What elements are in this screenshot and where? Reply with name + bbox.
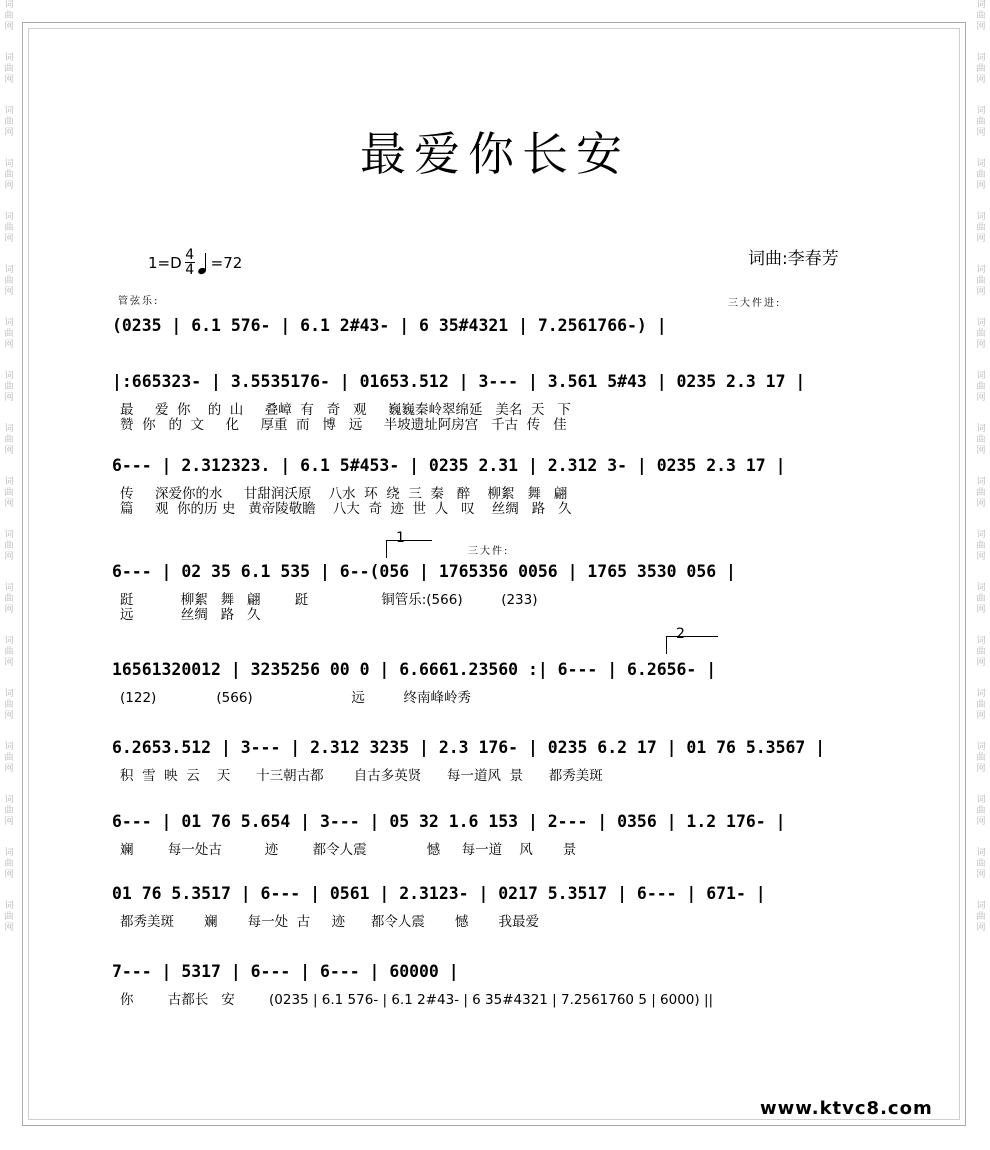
watermark-char: 网 — [4, 128, 14, 138]
lyric-line: 最 爱 你 的 山 叠嶂 有 奇 观 巍巍秦岭翠绵延 美名 天 下 — [120, 402, 571, 418]
watermark-char: 曲 — [976, 276, 986, 286]
watermark-group — [976, 583, 985, 616]
watermark-char: 曲 — [4, 806, 14, 816]
watermark-char: 网 — [976, 234, 986, 244]
watermark-char: 曲 — [4, 488, 14, 498]
tempo: =72 — [210, 253, 243, 272]
watermark-char: 网 — [976, 22, 986, 32]
watermark-group — [976, 212, 985, 245]
notation-line: (0235 | 6.1 576- | 6.1 2#43- | 6 35#4321 | 7.2561766-) | — [112, 316, 667, 335]
watermark-char: 词 — [4, 583, 14, 593]
watermark-char: 曲 — [4, 912, 14, 922]
watermark-char: 词 — [4, 212, 14, 222]
lyric-line: 积 雪 映 云 天 十三朝古都 自古多英贤 每一道风 景 都秀美斑 — [120, 768, 603, 784]
watermark-group — [976, 424, 985, 457]
watermark-char: 网 — [976, 764, 986, 774]
watermark-char: 曲 — [4, 11, 14, 21]
watermark-char: 网 — [4, 234, 14, 244]
watermark-group — [4, 848, 13, 881]
watermark-group — [976, 901, 985, 934]
watermark-group — [4, 371, 13, 404]
notation-line: 01 76 5.3517 | 6--- | 0561 | 2.3123- | 0217 5.3517 | 6--- | 671- | — [112, 884, 766, 903]
watermark-group — [976, 318, 985, 351]
watermark-group — [4, 53, 13, 86]
watermark-char: 曲 — [976, 859, 986, 869]
watermark-char: 曲 — [4, 276, 14, 286]
first-ending-number: 1 — [396, 530, 405, 546]
watermark-char: 网 — [4, 499, 14, 509]
watermark-char: 词 — [976, 795, 986, 805]
watermark-char: 曲 — [4, 647, 14, 657]
watermark-char: 词 — [976, 106, 986, 116]
song-title: 最爱你长安 — [360, 127, 630, 181]
site-watermark: www.ktvc8.com — [760, 1098, 933, 1119]
watermark-char: 网 — [4, 393, 14, 403]
watermark-group — [4, 901, 13, 934]
watermark-char: 曲 — [976, 647, 986, 657]
watermark-char: 词 — [4, 689, 14, 699]
watermark-char: 词 — [976, 318, 986, 328]
watermark-char: 词 — [4, 742, 14, 752]
watermark-char: 词 — [976, 689, 986, 699]
watermark-char: 曲 — [4, 700, 14, 710]
watermark-char: 曲 — [4, 64, 14, 74]
watermark-group — [4, 636, 13, 669]
watermark-char: 词 — [976, 159, 986, 169]
time-signature — [185, 248, 195, 277]
watermark-char: 曲 — [976, 223, 986, 233]
watermark-char: 词 — [976, 212, 986, 222]
quarter-note-icon — [198, 252, 208, 274]
watermark-group — [976, 53, 985, 86]
lyric-line: 跹 柳絮 舞 翩 跹 铜管乐:(566) (233) — [120, 592, 538, 608]
watermark-group — [976, 742, 985, 775]
watermark-char: 曲 — [976, 488, 986, 498]
watermark-char: 词 — [4, 0, 14, 10]
watermark-group — [976, 265, 985, 298]
watermark-group — [4, 530, 13, 563]
watermark-char: 词 — [976, 530, 986, 540]
watermark-char: 词 — [4, 530, 14, 540]
watermark-char: 网 — [976, 287, 986, 297]
watermark-char: 曲 — [976, 541, 986, 551]
watermark-char: 曲 — [976, 594, 986, 604]
watermark-group — [4, 212, 13, 245]
watermark-char: 词 — [4, 106, 14, 116]
watermark-char: 曲 — [4, 117, 14, 127]
watermark-group — [4, 265, 13, 298]
watermark-char: 网 — [4, 340, 14, 350]
watermark-char: 词 — [4, 795, 14, 805]
watermark-char: 曲 — [4, 329, 14, 339]
watermark-char: 网 — [4, 446, 14, 456]
watermark-char: 词 — [976, 424, 986, 434]
watermark-char: 词 — [4, 53, 14, 63]
lyric-line: 都秀美斑 斓 每一处 古 迹 都令人震 憾 我最爱 — [120, 914, 539, 930]
watermark-group — [4, 318, 13, 351]
notation-line: 6--- | 2.312323. | 6.1 5#453- | 0235 2.31 | 2.312 3- | 0235 2.3 17 | — [112, 456, 786, 475]
watermark-char: 网 — [4, 923, 14, 933]
watermark-group — [4, 424, 13, 457]
watermark-char: 网 — [976, 340, 986, 350]
watermark-char: 词 — [4, 477, 14, 487]
watermark-char: 网 — [4, 22, 14, 32]
watermark-char: 曲 — [4, 859, 14, 869]
watermark-char: 网 — [4, 75, 14, 85]
lyric-line: (122) (566) 远 终南峰岭秀 — [120, 690, 471, 706]
watermark-char: 网 — [4, 287, 14, 297]
watermark-char: 网 — [976, 499, 986, 509]
watermark-char: 网 — [976, 658, 986, 668]
notation-line: 6.2653.512 | 3--- | 2.312 3235 | 2.3 176- | 0235 6.2 17 | 01 76 5.3567 | — [112, 738, 826, 757]
watermark-char: 曲 — [4, 594, 14, 604]
label-sandajian-jin: 三大件进: — [728, 298, 782, 309]
watermark-char: 曲 — [976, 435, 986, 445]
watermark-char: 词 — [976, 583, 986, 593]
key-tonic: 1=D — [148, 253, 182, 272]
watermark-char: 网 — [4, 552, 14, 562]
credits: 词曲:李春芳 — [748, 249, 839, 269]
watermark-char: 网 — [976, 393, 986, 403]
watermark-char: 网 — [976, 552, 986, 562]
watermark-char: 词 — [976, 848, 986, 858]
watermark-char: 曲 — [4, 435, 14, 445]
watermark-group — [4, 477, 13, 510]
watermark-char: 词 — [4, 901, 14, 911]
watermark-char: 网 — [976, 817, 986, 827]
key-signature — [148, 248, 242, 277]
notation-line: 16561320012 | 3235256 00 0 | 6.6661.23560 :| 6--- | 6.2656- | — [112, 660, 717, 679]
watermark-char: 网 — [4, 764, 14, 774]
watermark-group — [976, 636, 985, 669]
watermark-char: 词 — [4, 265, 14, 275]
watermark-group — [4, 0, 13, 33]
lyric-line: 斓 每一处古 迹 都令人震 憾 每一道 风 景 — [120, 842, 577, 858]
label-guanxian: 管弦乐: — [118, 296, 160, 307]
watermark-char: 词 — [976, 901, 986, 911]
watermark-char: 网 — [4, 817, 14, 827]
watermark-group — [4, 742, 13, 775]
notation-line: 7--- | 5317 | 6--- | 6--- | 60000 | — [112, 962, 459, 981]
watermark-char: 网 — [976, 446, 986, 456]
watermark-char: 词 — [4, 318, 14, 328]
watermark-char: 网 — [4, 605, 14, 615]
watermark-char: 词 — [976, 265, 986, 275]
watermark-char: 词 — [4, 848, 14, 858]
watermark-char: 词 — [4, 636, 14, 646]
watermark-group — [976, 477, 985, 510]
watermark-char: 曲 — [976, 170, 986, 180]
watermark-group — [976, 530, 985, 563]
watermark-char: 词 — [4, 159, 14, 169]
watermark-group — [4, 583, 13, 616]
watermark-char: 词 — [4, 371, 14, 381]
watermark-char: 网 — [976, 923, 986, 933]
watermark-char: 词 — [976, 636, 986, 646]
watermark-char: 网 — [4, 870, 14, 880]
watermark-group — [976, 0, 985, 33]
watermark-char: 词 — [976, 53, 986, 63]
watermark-char: 曲 — [4, 170, 14, 180]
watermark-group — [976, 371, 985, 404]
watermark-char: 网 — [4, 181, 14, 191]
lyric-line: 你 古都长 安 (0235 | 6.1 576- | 6.1 2#43- | 6 35#4321 | 7.2561760 5 | 6000) || — [120, 992, 714, 1008]
watermark-char: 网 — [976, 75, 986, 85]
lyric-line: 传 深爱你的水 甘甜润沃原 八水 环 绕 三 秦 醉 柳絮 舞 翩 — [120, 486, 568, 502]
watermark-group — [4, 689, 13, 722]
watermark-char: 曲 — [976, 11, 986, 21]
watermark-group — [976, 848, 985, 881]
watermark-group — [976, 795, 985, 828]
time-bottom: 4 — [185, 262, 195, 278]
lyric-line: 赞 你 的 文 化 厚重 而 博 远 半坡遗址阿房宫 千古 传 佳 — [120, 417, 567, 433]
watermark-char: 词 — [4, 424, 14, 434]
watermark-char: 曲 — [976, 329, 986, 339]
watermark-char: 网 — [976, 128, 986, 138]
watermark-char: 词 — [976, 0, 986, 10]
watermark-char: 词 — [976, 477, 986, 487]
lyric-line: 远 丝绸 路 久 — [120, 607, 261, 623]
notation-line: 6--- | 02 35 6.1 535 | 6--(056 | 1765356 0056 | 1765 3530 056 | — [112, 562, 736, 581]
watermark-char: 网 — [976, 181, 986, 191]
watermark-char: 曲 — [976, 382, 986, 392]
watermark-char: 词 — [976, 742, 986, 752]
watermark-char: 词 — [976, 371, 986, 381]
watermark-char: 曲 — [4, 753, 14, 763]
watermark-char: 网 — [976, 605, 986, 615]
watermark-char: 曲 — [976, 912, 986, 922]
watermark-char: 网 — [4, 658, 14, 668]
watermark-char: 曲 — [4, 382, 14, 392]
watermark-char: 曲 — [976, 117, 986, 127]
label-sandajian: 三大件: — [468, 546, 510, 557]
notation-line: 6--- | 01 76 5.654 | 3--- | 05 32 1.6 153 | 2--- | 0356 | 1.2 176- | — [112, 812, 786, 831]
notation-line: |:665323- | 3.5535176- | 01653.512 | 3--- | 3.561 5#43 | 0235 2.3 17 | — [112, 372, 806, 391]
watermark-group — [4, 795, 13, 828]
lyric-line: 篇 观 你的历 史 黄帝陵敬瞻 八大 奇 迹 世 人 叹 丝绸 路 久 — [120, 501, 572, 517]
second-ending-number: 2 — [676, 626, 685, 642]
watermark-char: 曲 — [4, 541, 14, 551]
watermark-char: 网 — [976, 870, 986, 880]
time-top: 4 — [185, 247, 195, 263]
watermark-char: 曲 — [976, 64, 986, 74]
watermark-char: 网 — [976, 711, 986, 721]
watermark-char: 曲 — [976, 700, 986, 710]
watermark-char: 曲 — [976, 806, 986, 816]
watermark-char: 曲 — [4, 223, 14, 233]
watermark-char: 网 — [4, 711, 14, 721]
watermark-group — [976, 689, 985, 722]
watermark-char: 曲 — [976, 753, 986, 763]
